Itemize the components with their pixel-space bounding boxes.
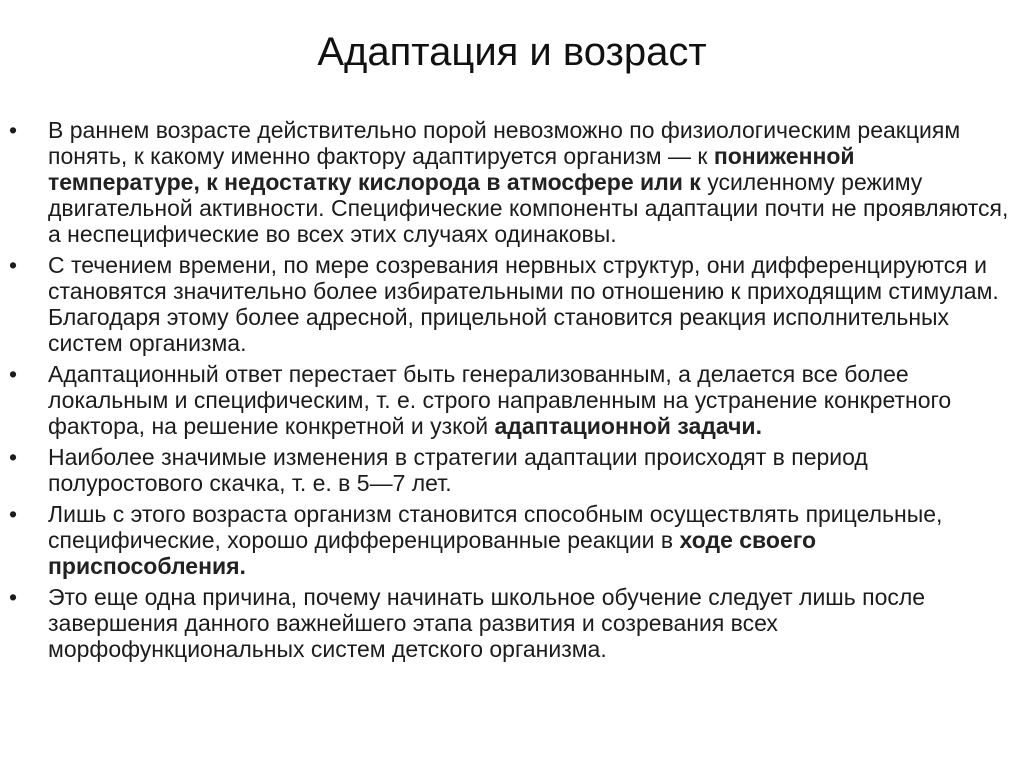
bullet-text: Адаптационный ответ перестает быть генерализованным, а делается все более локальным и специфическим, т. е. строго направленным на устранение конкретного фактора, на решение конкретной и узкой [48,361,952,439]
bullet-text: Лишь с этого возраста организм становится способным осуществлять прицельные, специфические, хорошо дифференцированные реакции в [48,501,943,553]
bullet-item-5 [0,501,1024,579]
bullet-list [0,117,1024,667]
bullet-item-3 [0,361,1024,439]
bullet-marker: • [9,117,18,143]
slide-title: Адаптация и возраст [317,30,707,74]
bullet-marker: • [9,584,18,610]
bullet-marker: • [9,444,18,470]
bullet-emphasis: адаптационной задачи. [494,413,762,439]
bullet-text: В раннем возрасте действительно порой невозможно по физиологическим реакциям понять, к какому именно фактору адаптируется организм — к [48,117,961,169]
bullet-marker: • [9,252,18,278]
bullet-item-1 [0,117,1024,247]
bullet-marker: • [9,361,18,387]
bullet-text: усиленному режиму двигательной активности. Специфические компоненты адаптации почти не проявляются, а неспецифические во всех этих случаях одинаковы. [48,169,1009,247]
bullet-text: Наиболее значимые изменения в стратегии адаптации происходят в период полуростового скачка, т. е. в 5—7 лет. [48,444,868,496]
bullet-item-2 [0,252,1024,356]
bullet-emphasis: ходе своего приспособления. [48,527,817,579]
bullet-text: С течением времени, по мере созревания нервных структур, они дифференцируются и становятся значительно более избирательными по отношению к приходящим стимулам. Благодаря этому более адресной, прицельной становится реакция исполнительных систем организма. [48,252,999,356]
bullet-emphasis: пониженной температуре, к недостатку кислорода в атмосфере или к [48,143,855,195]
bullet-item-6 [0,584,1024,662]
bullet-item-4 [0,444,1024,496]
bullet-marker: • [9,501,18,527]
bullet-text: Это еще одна причина, почему начинать школьное обучение следует лишь после завершения данного важнейшего этапа развития и созревания всех морфофункциональных систем детского организма. [48,584,926,662]
